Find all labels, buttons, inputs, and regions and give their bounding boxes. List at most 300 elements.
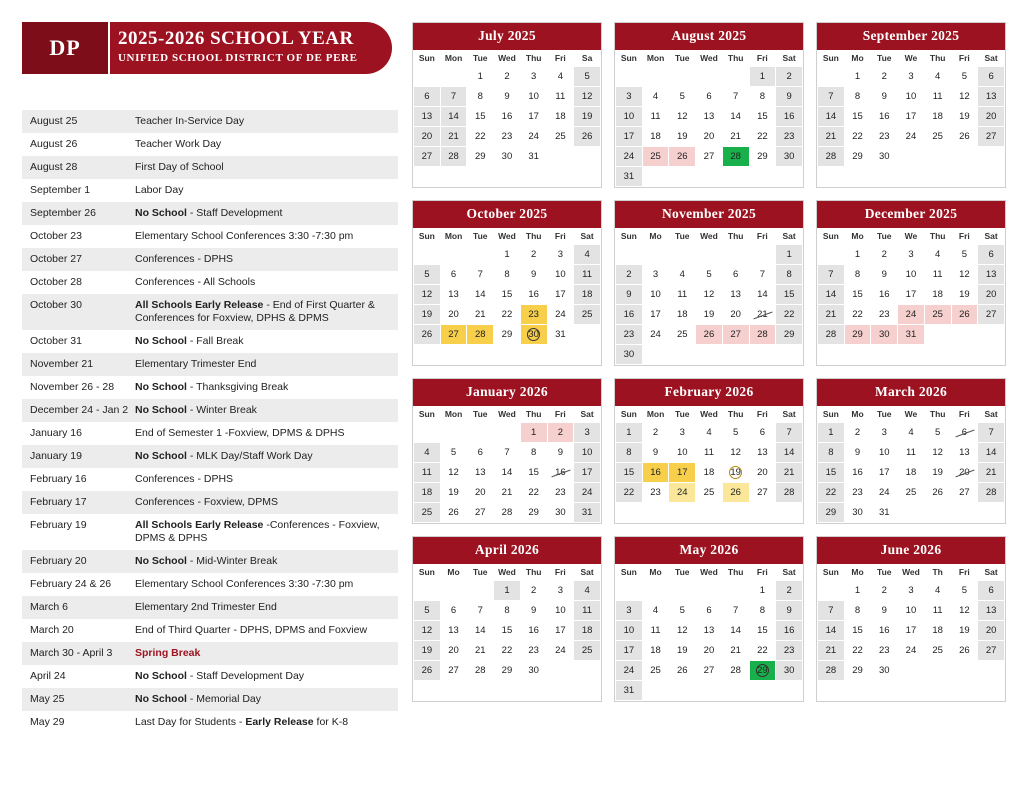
calendar-day: 19 [924, 463, 951, 483]
event-description: Conferences - Foxview, DPMS [135, 496, 278, 508]
calendar-day [696, 245, 723, 265]
calendar-day: 6 [978, 245, 1005, 265]
calendar-day: 7 [494, 443, 521, 463]
calendar-day: 5 [696, 265, 723, 285]
week-row [616, 345, 803, 365]
calendar-day: 28 [818, 661, 845, 681]
calendar-day: 11 [642, 621, 669, 641]
weekday-header: Wed [696, 228, 723, 245]
week-row [818, 661, 1005, 681]
calendar-day: 14 [818, 285, 845, 305]
calendar-day [642, 681, 669, 701]
calendar-day: 2 [520, 581, 547, 601]
event-description: All Schools Early Release - End of First Quarter & Conferences for Foxview, DPHS & DPMS [135, 299, 375, 324]
calendar-day: 9 [871, 87, 898, 107]
calendar-day: 25 [414, 503, 441, 523]
calendar-day [924, 503, 951, 523]
calendar-day: 19 [414, 305, 441, 325]
event-date: January 19 [30, 450, 82, 462]
calendar-day: 7 [440, 87, 467, 107]
calendar-day: 23 [844, 483, 871, 503]
calendar-day: 6 [951, 423, 978, 443]
calendar-day: 30 [616, 345, 643, 365]
calendar-day: 18 [574, 285, 601, 305]
weekday-header: We [898, 228, 925, 245]
calendar-day: 15 [494, 285, 521, 305]
calendar-day: 28 [494, 503, 521, 523]
calendar-day: 19 [951, 285, 978, 305]
calendar-day: 4 [924, 67, 951, 87]
weekday-header: Sun [616, 406, 643, 423]
weekday-header: Tue [467, 50, 494, 67]
event-description: No School - Memorial Day [135, 693, 262, 705]
calendar-day: 10 [616, 107, 643, 127]
month-title: September 2025 [817, 23, 1005, 50]
month-title: April 2026 [413, 537, 601, 564]
calendar-day: 15 [776, 285, 803, 305]
calendar-day: 27 [749, 483, 776, 503]
weekday-header: Sa [574, 50, 601, 67]
calendar-row [412, 200, 1006, 366]
calendar-day: 4 [696, 423, 723, 443]
calendar-day: 27 [722, 325, 749, 345]
calendar-day: 2 [520, 245, 547, 265]
calendar-day: 20 [978, 621, 1005, 641]
calendar-day: 31 [616, 167, 643, 187]
calendar-day: 2 [616, 265, 643, 285]
event-date: May 25 [30, 693, 65, 705]
event-description: Teacher Work Day [135, 138, 222, 150]
calendar-day: 23 [494, 127, 521, 147]
calendar-day: 3 [616, 601, 643, 621]
calendar-day [898, 147, 925, 167]
week-row [818, 265, 1005, 285]
calendar-day: 20 [978, 107, 1005, 127]
calendar-day: 11 [924, 601, 951, 621]
weekday-header: Thu [520, 228, 547, 245]
calendar-day: 13 [749, 443, 776, 463]
calendar-day: 17 [898, 285, 925, 305]
month-title: August 2025 [615, 23, 803, 50]
calendar-day: 24 [898, 305, 925, 325]
month-table [817, 406, 1005, 523]
month-title: October 2025 [413, 201, 601, 228]
calendar-day: 28 [440, 147, 467, 167]
event-date: December 24 - Jan 2 [30, 404, 129, 416]
weekday-header: Th [924, 564, 951, 581]
district-logo [22, 22, 110, 74]
calendar-day: 18 [642, 127, 669, 147]
calendar-day: 20 [749, 463, 776, 483]
weekday-header: Sun [616, 50, 643, 67]
month-table [817, 564, 1005, 681]
event-date: January 16 [30, 427, 82, 439]
calendar-day: 1 [844, 581, 871, 601]
calendar-day: 11 [696, 443, 723, 463]
weekday-header: Sat [574, 228, 601, 245]
calendar-day: 21 [978, 463, 1005, 483]
calendar-day [669, 681, 696, 701]
weekday-header: Tue [871, 406, 898, 423]
logo-text: DP [49, 35, 81, 60]
calendar-day: 8 [467, 87, 494, 107]
weekday-header: Thu [722, 228, 749, 245]
calendar-day [574, 661, 601, 681]
event-row [22, 271, 398, 294]
month-calendar [412, 378, 602, 524]
calendar-day: 16 [844, 463, 871, 483]
calendar-day: 12 [951, 601, 978, 621]
calendar-day: 29 [467, 147, 494, 167]
weekday-header: Fri [547, 564, 574, 581]
weekday-header: Thu [722, 564, 749, 581]
calendar-day: 19 [696, 305, 723, 325]
calendar-day: 2 [494, 67, 521, 87]
calendar-day: 24 [669, 483, 696, 503]
calendar-day: 13 [978, 87, 1005, 107]
calendar-day: 3 [616, 87, 643, 107]
calendar-day: 7 [818, 265, 845, 285]
calendar-day: 25 [924, 127, 951, 147]
calendar-day: 17 [616, 127, 643, 147]
weekday-header: Thu [924, 228, 951, 245]
weekday-header: Tue [669, 564, 696, 581]
week-row [818, 245, 1005, 265]
calendar-day: 19 [951, 107, 978, 127]
calendar-day: 25 [642, 661, 669, 681]
month-calendar [614, 22, 804, 188]
calendar-day: 10 [871, 443, 898, 463]
calendar-day: 15 [844, 107, 871, 127]
event-row [22, 179, 398, 202]
calendar-day: 24 [871, 483, 898, 503]
event-date: November 26 - 28 [30, 381, 115, 393]
calendar-day: 4 [924, 581, 951, 601]
weekday-header: Wed [696, 50, 723, 67]
calendar-day: 1 [844, 245, 871, 265]
week-row [414, 443, 601, 463]
weekday-header: Mon [440, 406, 467, 423]
calendar-day: 8 [749, 87, 776, 107]
calendar-day: 15 [467, 107, 494, 127]
week-row [616, 641, 803, 661]
weekday-header: Thu [520, 406, 547, 423]
calendar-day: 23 [642, 483, 669, 503]
event-date: March 20 [30, 624, 74, 636]
calendar-day: 16 [616, 305, 643, 325]
calendar-day: 26 [440, 503, 467, 523]
event-description: First Day of School [135, 161, 224, 173]
calendar-day: 25 [696, 483, 723, 503]
calendar-day: 26 [669, 661, 696, 681]
calendar-day: 14 [749, 285, 776, 305]
event-description: Labor Day [135, 184, 184, 196]
calendar-day: 4 [642, 87, 669, 107]
calendar-day: 6 [696, 601, 723, 621]
calendar-day: 29 [749, 661, 776, 681]
weekday-header: Tue [669, 406, 696, 423]
calendar-day [642, 345, 669, 365]
event-description: No School - Mid-Winter Break [135, 555, 278, 567]
calendar-day: 22 [494, 641, 521, 661]
calendar-day: 6 [696, 87, 723, 107]
calendar-day: 29 [844, 325, 871, 345]
event-date: March 6 [30, 601, 68, 613]
week-row [616, 661, 803, 681]
calendar-day: 4 [669, 265, 696, 285]
week-row [414, 463, 601, 483]
calendar-day: 25 [669, 325, 696, 345]
calendar-day: 29 [494, 325, 521, 345]
weekday-header: Thu [924, 406, 951, 423]
week-row [616, 265, 803, 285]
weekday-header: Tue [467, 406, 494, 423]
calendar-day: 13 [440, 621, 467, 641]
event-description: No School - Thanksgiving Break [135, 381, 289, 393]
calendar-day: 30 [520, 661, 547, 681]
event-description: Last Day for Students - Early Release for K-8 [135, 716, 349, 728]
calendar-day: 22 [520, 483, 547, 503]
calendar-day: 16 [871, 285, 898, 305]
calendar-day: 14 [978, 443, 1005, 463]
calendar-day: 21 [749, 305, 776, 325]
event-date: August 25 [30, 115, 78, 127]
week-row [616, 305, 803, 325]
event-row [22, 422, 398, 445]
calendar-day [951, 147, 978, 167]
calendar-day [924, 661, 951, 681]
calendar-day: 24 [642, 325, 669, 345]
calendar-day [467, 581, 494, 601]
calendar-day: 26 [574, 127, 601, 147]
calendar-day: 5 [440, 443, 467, 463]
event-date: February 24 & 26 [30, 578, 112, 590]
event-row [22, 665, 398, 688]
calendar-day: 26 [722, 483, 749, 503]
calendar-day: 5 [951, 245, 978, 265]
calendar-day: 5 [722, 423, 749, 443]
weekday-header: Fri [749, 228, 776, 245]
event-date: September 26 [30, 207, 96, 219]
calendar-day [898, 661, 925, 681]
calendar-day [494, 423, 521, 443]
weekday-header: Tue [467, 564, 494, 581]
calendar-day: 9 [871, 601, 898, 621]
calendar-day: 20 [440, 305, 467, 325]
calendar-day: 30 [871, 147, 898, 167]
event-date: March 30 - April 3 [30, 647, 113, 659]
event-description: End of Semester 1 -Foxview, DPMS & DPHS [135, 427, 345, 439]
week-row [616, 601, 803, 621]
month-title: December 2025 [817, 201, 1005, 228]
week-row [818, 147, 1005, 167]
calendar-day: 28 [467, 325, 494, 345]
calendar-day: 31 [574, 503, 601, 523]
calendar-day: 21 [467, 641, 494, 661]
calendar-day: 17 [547, 621, 574, 641]
week-row [616, 167, 803, 187]
weekday-header: Mon [440, 228, 467, 245]
calendar-day: 13 [414, 107, 441, 127]
calendar-day: 7 [776, 423, 803, 443]
calendar-day: 10 [898, 601, 925, 621]
calendar-day: 11 [547, 87, 574, 107]
calendar-day: 14 [494, 463, 521, 483]
calendar-day: 1 [818, 423, 845, 443]
calendar-day: 11 [414, 463, 441, 483]
week-row [414, 325, 601, 345]
calendar-day: 14 [776, 443, 803, 463]
week-row [616, 87, 803, 107]
calendar-day: 21 [818, 641, 845, 661]
calendar-day: 3 [898, 581, 925, 601]
calendar-day: 27 [467, 503, 494, 523]
calendar-day: 19 [951, 621, 978, 641]
weekday-header: Mo [642, 228, 669, 245]
calendar-day: 29 [818, 503, 845, 523]
calendar-day: 30 [844, 503, 871, 523]
event-date: February 17 [30, 496, 87, 508]
event-row [22, 550, 398, 573]
month-table [413, 50, 601, 167]
event-date: February 19 [30, 519, 87, 531]
calendar-day: 10 [547, 601, 574, 621]
event-row [22, 445, 398, 468]
event-description: No School - MLK Day/Staff Work Day [135, 450, 313, 462]
calendar-day: 10 [642, 285, 669, 305]
calendar-day: 17 [574, 463, 601, 483]
event-row [22, 133, 398, 156]
calendar-day: 3 [898, 67, 925, 87]
week-row [414, 107, 601, 127]
calendar-day: 28 [467, 661, 494, 681]
calendar-day: 16 [520, 621, 547, 641]
calendar-day: 2 [776, 581, 803, 601]
calendar-day: 6 [440, 601, 467, 621]
calendar-day: 3 [547, 581, 574, 601]
month-title: February 2026 [615, 379, 803, 406]
event-date: August 28 [30, 161, 78, 173]
weekday-header: Sun [414, 228, 441, 245]
calendar-day: 18 [574, 621, 601, 641]
calendar-day: 5 [669, 87, 696, 107]
week-row [818, 483, 1005, 503]
month-table [615, 50, 803, 187]
calendar-day: 3 [574, 423, 601, 443]
calendar-day: 5 [951, 581, 978, 601]
month-table [413, 406, 601, 523]
calendar-day: 13 [696, 621, 723, 641]
calendar-day: 9 [871, 265, 898, 285]
calendar-day [749, 345, 776, 365]
week-row [818, 641, 1005, 661]
weekday-header: Tue [467, 228, 494, 245]
month-title: June 2026 [817, 537, 1005, 564]
calendar-day: 9 [642, 443, 669, 463]
calendar-day: 31 [547, 325, 574, 345]
calendar-day: 14 [467, 285, 494, 305]
calendar-day [547, 661, 574, 681]
event-description: Elementary Trimester End [135, 358, 257, 370]
calendar-day: 12 [951, 87, 978, 107]
week-row [414, 483, 601, 503]
calendar-day: 12 [696, 285, 723, 305]
event-row [22, 619, 398, 642]
calendar-day: 1 [749, 67, 776, 87]
calendar-day: 22 [844, 641, 871, 661]
weekday-header: Wed [696, 564, 723, 581]
event-row [22, 248, 398, 271]
calendar-day: 6 [440, 265, 467, 285]
calendar-day: 18 [924, 621, 951, 641]
calendar-day: 19 [669, 127, 696, 147]
calendar-grid [412, 22, 1006, 714]
weekday-header: Wed [696, 406, 723, 423]
week-row [818, 285, 1005, 305]
calendar-day: 9 [776, 601, 803, 621]
calendar-day: 14 [818, 621, 845, 641]
week-row [616, 443, 803, 463]
calendar-day: 18 [924, 107, 951, 127]
week-row [414, 305, 601, 325]
calendar-day [467, 423, 494, 443]
calendar-day: 6 [749, 423, 776, 443]
calendar-day: 11 [574, 601, 601, 621]
calendar-day: 1 [749, 581, 776, 601]
calendar-day: 23 [871, 641, 898, 661]
weekday-header: Tue [871, 228, 898, 245]
calendar-day [818, 67, 845, 87]
calendar-day: 1 [776, 245, 803, 265]
weekday-header: Thu [722, 50, 749, 67]
event-row [22, 110, 398, 133]
event-row [22, 353, 398, 376]
week-row [616, 483, 803, 503]
calendar-day: 26 [414, 325, 441, 345]
calendar-day: 24 [547, 305, 574, 325]
calendar-day [642, 581, 669, 601]
calendar-day: 22 [494, 305, 521, 325]
month-title: March 2026 [817, 379, 1005, 406]
week-row [414, 265, 601, 285]
week-row [616, 581, 803, 601]
calendar-day: 26 [696, 325, 723, 345]
calendar-day: 5 [574, 67, 601, 87]
calendar-day: 24 [898, 127, 925, 147]
calendar-day: 28 [818, 147, 845, 167]
week-row [818, 87, 1005, 107]
calendar-day: 18 [898, 463, 925, 483]
calendar-day [818, 581, 845, 601]
calendar-day [440, 245, 467, 265]
weekday-header: Tue [871, 564, 898, 581]
weekday-header: Wed [494, 50, 521, 67]
calendar-day: 23 [520, 641, 547, 661]
calendar-day: 21 [776, 463, 803, 483]
weekday-header: Sat [574, 406, 601, 423]
event-date: August 26 [30, 138, 78, 150]
calendar-day [749, 681, 776, 701]
calendar-day: 2 [642, 423, 669, 443]
calendar-day: 22 [776, 305, 803, 325]
calendar-day [440, 423, 467, 443]
event-date: October 23 [30, 230, 82, 242]
calendar-day: 23 [871, 305, 898, 325]
calendar-day: 26 [669, 147, 696, 167]
weekday-header: Fri [749, 406, 776, 423]
calendar-day [978, 325, 1005, 345]
calendar-day: 29 [494, 661, 521, 681]
